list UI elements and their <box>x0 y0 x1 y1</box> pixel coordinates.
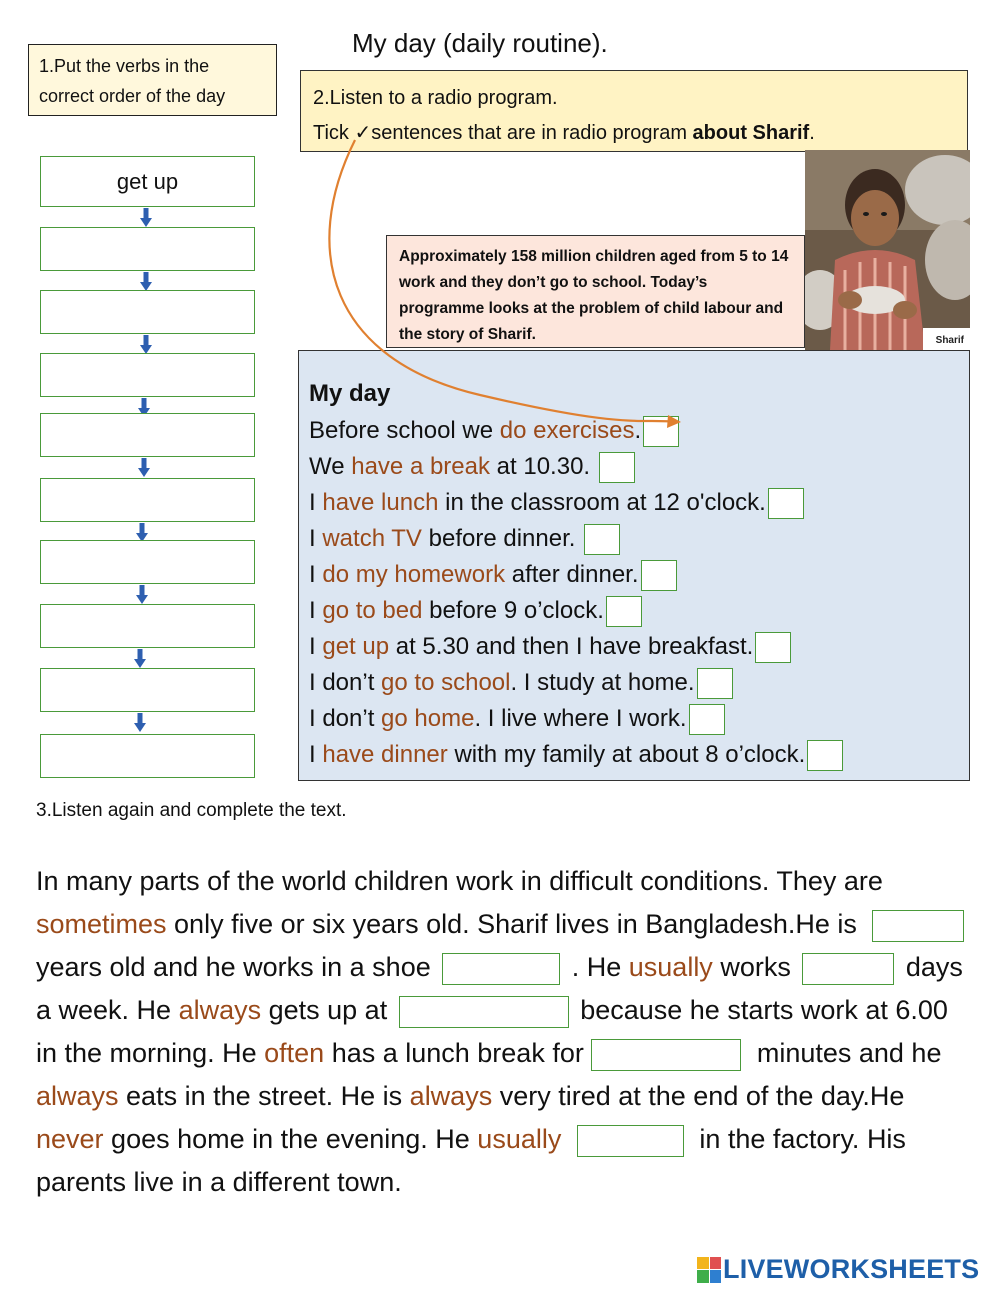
tick-box[interactable] <box>689 704 725 735</box>
tick-word: Tick <box>313 122 349 144</box>
sentence-row <box>309 593 959 629</box>
page-title: My day (daily routine). <box>352 28 608 58</box>
connector-arrow <box>0 0 1000 450</box>
text-span: gets up at <box>261 995 395 1025</box>
verb-phrase: get up <box>322 633 390 660</box>
sentence-row <box>309 701 959 737</box>
verb-phrase: have dinner <box>322 741 448 768</box>
text-span: works <box>712 952 799 982</box>
order-input-box[interactable] <box>40 540 255 584</box>
adverb: always <box>178 995 262 1025</box>
verb-phrase: go home <box>381 705 475 732</box>
adverb: usually <box>628 952 713 982</box>
section-3-label: 3.Listen again and complete the text. <box>36 800 347 821</box>
order-input-box[interactable] <box>40 478 255 522</box>
tick-box[interactable] <box>697 668 733 699</box>
text-span: In many parts of the world children work in difficult conditions. They are <box>36 866 883 896</box>
logo-icon <box>697 1257 721 1283</box>
verb-phrase: do exercises <box>499 417 635 444</box>
adverb: always <box>36 1081 119 1111</box>
sentence-row <box>309 629 959 665</box>
sentence-text: Before school we <box>309 417 500 444</box>
down-arrow-icon <box>134 649 146 669</box>
order-input-box[interactable] <box>40 604 255 648</box>
sentence-row <box>309 737 959 773</box>
order-input-box[interactable] <box>40 734 255 778</box>
answer-field-time[interactable] <box>399 996 569 1028</box>
text-span: only five or six years old. Sharif lives in Bangladesh.He is <box>166 909 865 939</box>
answer-field-age[interactable] <box>872 910 964 942</box>
sentence-text: I <box>309 525 323 552</box>
logo-text: LIVEWORKSHEETS <box>723 1254 980 1284</box>
adverb: often <box>264 1038 325 1068</box>
sentence-row <box>309 665 959 701</box>
instruction-2-line1: 2.Listen to a radio program. <box>313 87 558 109</box>
sentence-row <box>309 521 959 557</box>
verb-phrase: have lunch <box>322 489 439 516</box>
text-span: minutes and he <box>749 1038 942 1068</box>
sentence-text: I <box>309 561 323 588</box>
order-input-box[interactable] <box>40 668 255 712</box>
instruction-2-end: . <box>809 122 815 144</box>
answer-field-minutes[interactable] <box>591 1039 741 1071</box>
tick-box[interactable] <box>755 632 791 663</box>
adverb: sometimes <box>36 909 167 939</box>
sentence-text: I <box>309 597 323 624</box>
verb-phrase: go to school <box>381 669 511 696</box>
instruction-2-bold: about Sharif <box>692 122 810 144</box>
sentence-text: before dinner. <box>421 525 583 552</box>
sentence-text: in the classroom at 12 o'clock. <box>438 489 766 516</box>
adverb: never <box>36 1124 104 1154</box>
sentence-text: I <box>309 741 323 768</box>
tick-box[interactable] <box>807 740 843 771</box>
adverb: usually <box>477 1124 562 1154</box>
sentence-row <box>309 485 959 521</box>
sentence-text: with my family at about 8 o’clock. <box>447 741 806 768</box>
sentence-row <box>309 557 959 593</box>
info-box: Approximately 158 million children aged from 5 to 14 work and they don’t go to school. Today’s programme looks at the problem of child labour and the story of Sharif. <box>386 235 805 348</box>
text-span: goes home in the evening. He <box>103 1124 478 1154</box>
connector-curve <box>329 140 677 422</box>
answer-field-sleep[interactable] <box>577 1125 684 1157</box>
sentence-text: We <box>309 453 352 480</box>
down-arrow-icon <box>136 585 148 605</box>
instruction-1-line2: correct order of the day <box>39 86 226 106</box>
text-span: because he starts work at 6.00 in the morning. He <box>36 995 948 1068</box>
sentence-text: . <box>634 417 642 444</box>
instruction-1-line1: 1.Put the verbs in the <box>39 56 210 76</box>
down-arrow-icon <box>138 458 150 478</box>
sentence-list <box>309 413 959 773</box>
tick-box[interactable] <box>584 524 620 555</box>
sentence-text: . I live where I work. <box>474 705 687 732</box>
sentence-text: at 10.30. <box>490 453 597 480</box>
sentence-text: . I study at home. <box>510 669 695 696</box>
order-box-label: get up <box>116 168 179 194</box>
sentence-text: I don’t <box>309 705 382 732</box>
text-span: in the factory. His parents live in a different town. <box>36 1124 906 1197</box>
text-span: years old and he works in a shoe <box>36 952 439 982</box>
instruction-2-mid: sentences that are in radio program <box>371 122 687 144</box>
text-span: . He <box>564 952 629 982</box>
sentence-text: before 9 o’clock. <box>422 597 604 624</box>
photo-caption: Sharif <box>935 335 964 346</box>
answer-field-days[interactable] <box>802 953 894 985</box>
down-arrow-icon <box>134 713 146 733</box>
sentence-text: I <box>309 489 323 516</box>
sentence-text: after dinner. <box>505 561 639 588</box>
tick-box[interactable] <box>606 596 642 627</box>
verb-phrase: watch TV <box>322 525 422 552</box>
text-span: has a lunch break for <box>324 1038 592 1068</box>
checkmark-icon: ✓ <box>354 120 372 144</box>
text-span: eats in the street. He is <box>118 1081 410 1111</box>
tick-box[interactable] <box>599 452 635 483</box>
text-span: days a week. He <box>36 952 963 1025</box>
tick-box[interactable] <box>768 488 804 519</box>
liveworksheets-logo[interactable] <box>697 1254 979 1285</box>
verb-phrase: have a break <box>351 453 490 480</box>
connector-arrowhead <box>667 415 681 428</box>
sentence-text: I don’t <box>309 669 382 696</box>
tick-box[interactable] <box>641 560 677 591</box>
answer-field-workplace[interactable] <box>442 953 560 985</box>
verb-phrase: go to bed <box>322 597 423 624</box>
my-day-heading: My day <box>309 380 391 407</box>
sentence-text: I <box>309 633 323 660</box>
text-span: very tired at the end of the day.He <box>492 1081 905 1111</box>
gap-fill-paragraph <box>36 860 976 1204</box>
adverb: always <box>409 1081 493 1111</box>
sentence-text: at 5.30 and then I have breakfast. <box>389 633 754 660</box>
verb-phrase: do my homework <box>322 561 506 588</box>
sentence-row <box>309 449 959 485</box>
